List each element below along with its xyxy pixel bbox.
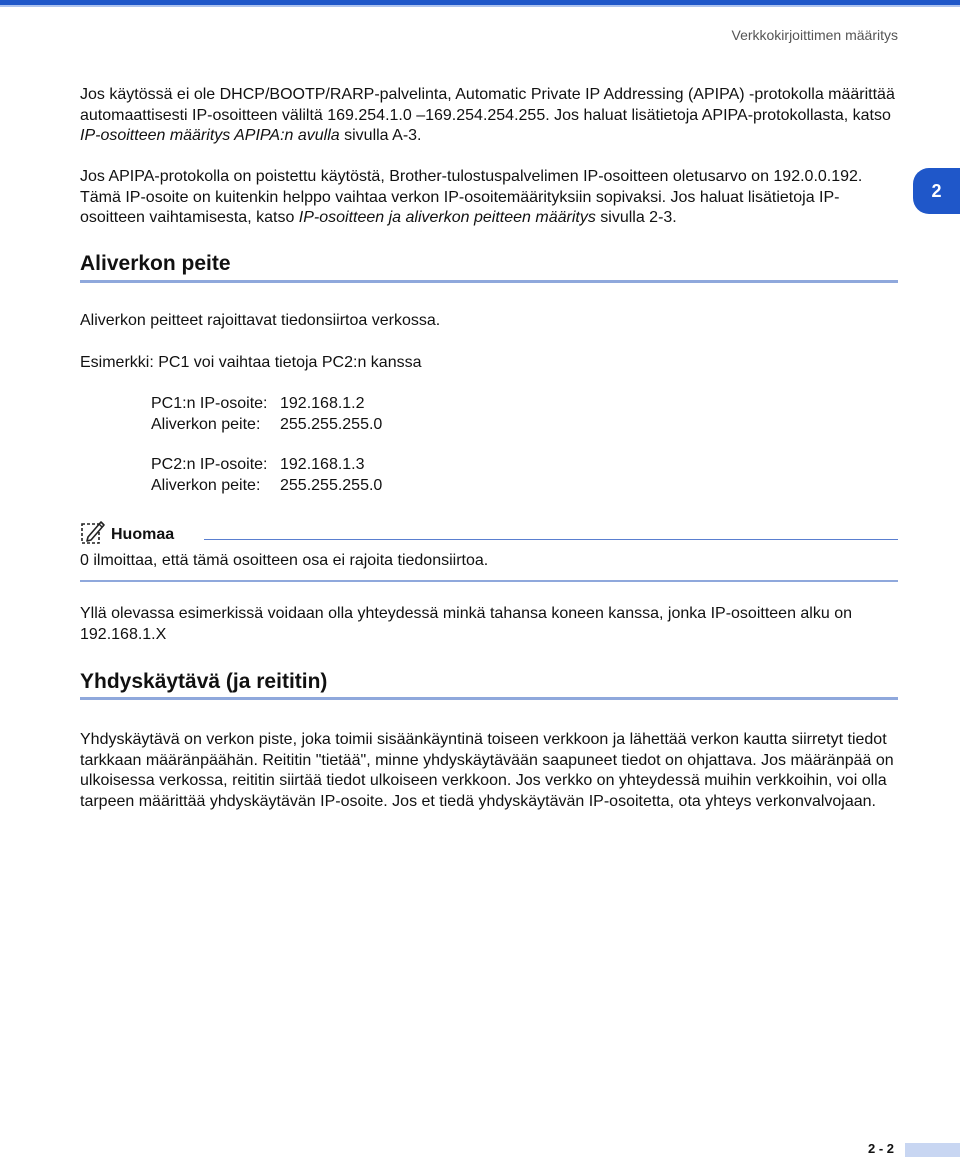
gateway-paragraph: Yhdyskäytävä on verkon piste, joka toimii sisäänkäyntinä toiseen verkkoon ja lähettää verkon kautta siirretyt tiedot tarkkaan määränpäähän. Reititin "tietää", minne yhdyskäytävään saapuneet tiedot on ohjattava. Jos määränpää on ulkoisessa verkossa, reititin siirtää tiedot ulkoiseen verkkoon. Jos verkko on yhteydessä muihin verkkoihin, voi olla tarpeen määrittää yhdyskäytävän IP-osoite. Jos et tiedä yhdyskäytävän IP-osoitetta, ota yhteys verkonvalvojaan. bbox=[80, 731, 894, 810]
example-pc1-table bbox=[151, 394, 382, 435]
heading-rule bbox=[80, 280, 898, 283]
note-title: Huomaa bbox=[111, 526, 175, 543]
example-pc2-table bbox=[151, 455, 382, 496]
subnet-mask-heading: Aliverkon peite bbox=[80, 252, 231, 275]
footer-bar bbox=[905, 1143, 960, 1157]
ip-config-reference-link[interactable]: IP-osoitteen ja aliverkon peitteen määritys bbox=[298, 209, 596, 226]
intro-p2-text-end: sivulla 2-3. bbox=[595, 209, 677, 226]
mask-label: Aliverkon peite: bbox=[151, 476, 261, 494]
intro-paragraph-apipa bbox=[80, 85, 900, 147]
subnet-paragraph: Aliverkon peitteet rajoittavat tiedonsiirtoa verkossa. bbox=[80, 312, 441, 329]
ip-label: PC2:n IP-osoite: bbox=[151, 456, 268, 473]
heading-rule bbox=[80, 697, 898, 700]
mask-value: 255.255.255.0 bbox=[280, 415, 383, 433]
intro-p2-text: Jos APIPA-protokolla on poistettu käytöstä, Brother-tulostuspalvelimen IP-osoitteen oletusarvo on 192.0.0.192. Tämä IP-osoite on kuitenkin helppo vaihtaa verkon IP-osoitemäärityksiin sopivaksi. Jos haluat lisätietoja IP-osoitteen vaihtamisesta, katso bbox=[80, 168, 863, 226]
ip-value: 192.168.1.2 bbox=[280, 395, 365, 412]
note-pencil-icon bbox=[80, 519, 106, 545]
running-header: Verkkokirjoittimen määritys bbox=[731, 27, 898, 43]
example-intro: Esimerkki: PC1 voi vaihtaa tietoja PC2:n kanssa bbox=[80, 354, 422, 371]
mask-label: Aliverkon peite: bbox=[151, 415, 261, 433]
page-number: 2 - 2 bbox=[868, 1141, 895, 1156]
ip-value: 192.168.1.3 bbox=[280, 456, 365, 473]
top-accent-bar-light bbox=[0, 5, 960, 7]
intro-p1-text: Jos käytössä ei ole DHCP/BOOTP/RARP-palvelinta, Automatic Private IP Addressing (APIPA) -protokolla määrittää automaattisesti IP-osoitteen väliltä 169.254.1.0 –169.254.254.255. Jos haluat lisätietoja APIPA-protokollasta, katso bbox=[80, 86, 895, 124]
intro-paragraph-default-ip bbox=[80, 167, 900, 229]
apipa-reference-link[interactable]: IP-osoitteen määritys APIPA:n avulla bbox=[80, 127, 340, 144]
subnet-conclusion: Yllä olevassa esimerkissä voidaan olla yhteydessä minkä tahansa koneen kanssa, jonka IP-osoitteen alku on 192.168.1.X bbox=[80, 605, 852, 643]
note-text: 0 ilmoittaa, että tämä osoitteen osa ei rajoita tiedonsiirtoa. bbox=[80, 552, 489, 569]
gateway-heading: Yhdyskäytävä (ja reititin) bbox=[80, 670, 328, 693]
note-bottom-rule bbox=[80, 580, 898, 582]
note-header bbox=[80, 519, 898, 549]
ip-label: PC1:n IP-osoite: bbox=[151, 395, 268, 412]
mask-value: 255.255.255.0 bbox=[280, 476, 383, 494]
intro-p1-text-end: sivulla A-3. bbox=[339, 127, 422, 144]
note-header-rule bbox=[204, 539, 898, 540]
chapter-tab[interactable]: 2 bbox=[913, 168, 960, 214]
